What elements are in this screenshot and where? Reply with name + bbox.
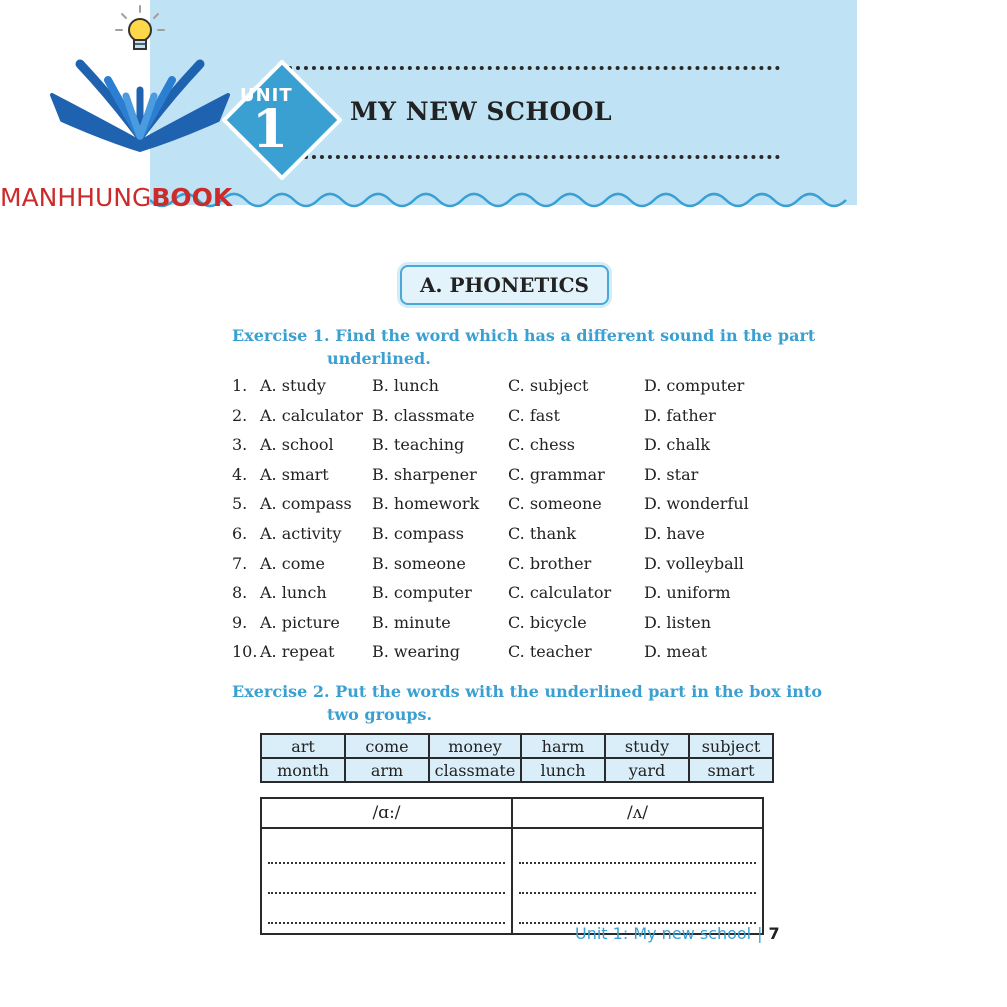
option-a[interactable]: A. smart (260, 464, 329, 484)
option-c[interactable]: C. fast (508, 405, 560, 425)
question-number: 7. (232, 553, 248, 573)
word-cell: come (345, 734, 429, 758)
option-c[interactable]: C. calculator (508, 583, 612, 603)
answer-line[interactable] (268, 899, 505, 924)
group1-header: /ɑ:/ (261, 798, 512, 828)
word-cell: arm (345, 758, 429, 782)
word-cell: art (261, 734, 345, 758)
option-b[interactable]: B. compass (372, 524, 464, 543)
answer-line[interactable] (519, 899, 756, 924)
option-c[interactable]: C. chess (508, 435, 575, 455)
word-cell: smart (689, 758, 773, 782)
exercise1-title (232, 324, 815, 370)
question-number: 1. (232, 376, 248, 395)
answer-line[interactable] (268, 839, 505, 864)
option-b[interactable]: B. computer (372, 583, 472, 603)
option-c[interactable]: C. brother (508, 553, 592, 573)
question-number: 2. (232, 405, 248, 425)
wave-border (150, 190, 857, 220)
sound-groups-table (260, 797, 764, 935)
option-d[interactable]: D. listen (644, 612, 712, 632)
brand-logo-text (0, 183, 232, 212)
footer-separator: | (757, 924, 763, 943)
option-b[interactable]: B. lunch (372, 376, 439, 395)
option-a[interactable]: A. calculator (260, 405, 363, 425)
option-c[interactable]: C. teacher (508, 642, 592, 662)
exercise1-title-line2: underlined. (327, 349, 431, 368)
option-a[interactable]: A. activity (260, 524, 342, 543)
option-c[interactable]: C. bicycle (508, 612, 587, 632)
exercise1-title-line1: Exercise 1. Find the word which has a different sound in the part (232, 326, 816, 345)
option-d[interactable]: D. meat (644, 642, 708, 662)
answer-line[interactable] (519, 839, 756, 864)
unit-label: UNIT (240, 85, 293, 106)
question-number: 9. (232, 612, 248, 632)
option-d[interactable]: D. father (644, 405, 716, 425)
option-d[interactable]: D. have (644, 524, 705, 543)
option-c[interactable]: C. thank (508, 524, 577, 543)
option-b[interactable]: B. wearing (372, 642, 460, 662)
option-a[interactable]: A. compass (260, 494, 352, 514)
dotted-rule-bottom (288, 155, 780, 159)
option-d[interactable]: D. uniform (644, 583, 731, 603)
option-d[interactable]: D. star (644, 464, 699, 484)
option-a[interactable]: A. repeat (260, 642, 335, 662)
word-cell: lunch (521, 758, 605, 782)
word-cell: yard (605, 758, 689, 782)
option-a[interactable]: A. come (260, 553, 325, 573)
page-footer (575, 924, 780, 943)
option-b[interactable]: B. homework (372, 494, 480, 514)
question-number: 3. (232, 435, 248, 455)
brand-part1: MANHHUNG (0, 183, 152, 212)
section-heading: A. PHONETICS (400, 265, 609, 305)
exercise2-title-line1: Exercise 2. Put the words with the underlined part in the box into (232, 682, 822, 701)
option-b[interactable]: B. someone (372, 553, 466, 573)
option-c[interactable]: C. subject (508, 376, 589, 395)
word-cell: study (605, 734, 689, 758)
option-d[interactable]: D. wonderful (644, 494, 749, 514)
word-cell: subject (689, 734, 773, 758)
question-number: 8. (232, 583, 248, 603)
question-number: 10. (232, 642, 258, 662)
unit-number: 1 (252, 99, 289, 160)
option-d[interactable]: D. chalk (644, 435, 711, 455)
answer-line[interactable] (519, 869, 756, 894)
word-cell: harm (521, 734, 605, 758)
group2-header: /ʌ/ (512, 798, 763, 828)
exercise2-title-line2: two groups. (327, 705, 433, 724)
group2-answer-area[interactable] (512, 828, 763, 934)
group1-answer-area[interactable] (261, 828, 512, 934)
question-number: 4. (232, 464, 248, 484)
word-cell: money (429, 734, 521, 758)
question-number: 5. (232, 494, 248, 514)
option-a[interactable]: A. study (260, 376, 326, 395)
word-box-row (261, 734, 773, 758)
option-d[interactable]: D. volleyball (644, 553, 744, 573)
exercise2-title (232, 680, 822, 726)
page-title: MY NEW SCHOOL (350, 97, 613, 126)
word-box-row (261, 758, 773, 782)
question-number: 6. (232, 524, 248, 543)
word-box (260, 733, 774, 783)
brand-part2: BOOK (151, 183, 233, 212)
option-b[interactable]: B. sharpener (372, 464, 477, 484)
answer-line[interactable] (268, 869, 505, 894)
dotted-rule-top (288, 66, 780, 70)
option-b[interactable]: B. teaching (372, 435, 465, 455)
word-cell: month (261, 758, 345, 782)
open-book-logo-icon (40, 50, 240, 160)
option-c[interactable]: C. someone (508, 494, 602, 514)
option-b[interactable]: B. minute (372, 612, 451, 632)
word-cell: classmate (429, 758, 521, 782)
option-b[interactable]: B. classmate (372, 405, 475, 425)
option-d[interactable]: D. computer (644, 376, 745, 395)
option-a[interactable]: A. school (260, 435, 334, 455)
option-c[interactable]: C. grammar (508, 464, 605, 484)
option-a[interactable]: A. picture (260, 612, 340, 632)
option-a[interactable]: A. lunch (260, 583, 327, 603)
page-number: 7 (768, 924, 780, 943)
footer-text: Unit 1: My new school (575, 924, 752, 943)
